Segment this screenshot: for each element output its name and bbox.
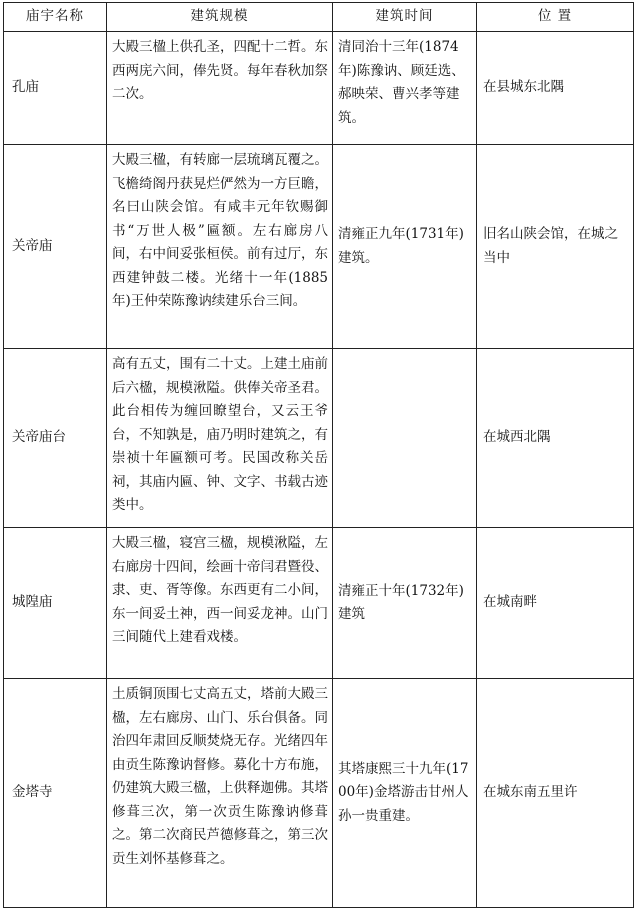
header-name: 庙宇名称 xyxy=(4,3,107,32)
temple-location: 在城西北隅 xyxy=(477,349,634,528)
temple-location: 旧名山陕会馆，在城之当中 xyxy=(477,145,634,349)
temple-name: 关帝庙 xyxy=(4,145,107,349)
temple-table xyxy=(3,2,634,908)
building-time: 清雍正十年(1732年)建筑 xyxy=(333,528,477,679)
temple-name: 城隍庙 xyxy=(4,528,107,679)
building-scale: 土质铜顶围七丈高五丈，塔前大殿三楹，左右廊房、山门、乐台俱备。同治四年肃回反顺焚烧无存。光绪四年由贡生陈豫讷督修。募化十方布施，仍建筑大殿三楹，上供释迦佛。其塔修葺三次，第一次贡生陈豫讷修葺之。第二次商民芦德修葺之，第三次贡生刘怀基修葺之。 xyxy=(107,679,333,908)
temple-name: 金塔寺 xyxy=(4,679,107,908)
building-time xyxy=(333,349,477,528)
table-row xyxy=(4,679,634,908)
table-row xyxy=(4,349,634,528)
temple-location: 在城东南五里许 xyxy=(477,679,634,908)
temple-location: 在城南畔 xyxy=(477,528,634,679)
header-location: 位 置 xyxy=(477,3,634,32)
header-scale: 建筑规模 xyxy=(107,3,333,32)
header-time: 建筑时间 xyxy=(333,3,477,32)
building-scale: 高有五丈，围有二十丈。上建土庙前后六楹，规模湫隘。供俸关帝圣君。此台相传为缠回瞭望台，又云王爷台，不知孰是，庙乃明时建筑之，有崇祯十年匾额可考。民国改称关岳祠，其庙内匾、钟、文字、书载古迹类中。 xyxy=(107,349,333,528)
table-row xyxy=(4,32,634,145)
temple-name: 关帝庙台 xyxy=(4,349,107,528)
building-time: 清同治十三年(1874年)陈豫讷、顾廷选、郝映荣、曹兴孝等建筑。 xyxy=(333,32,477,145)
building-scale: 大殿三楹上供孔圣，四配十二哲。东西两庑六间，俸先贤。每年春秋加祭二次。 xyxy=(107,32,333,145)
building-time: 其塔康熙三十九年(1700年)金塔游击甘州人孙一贵重建。 xyxy=(333,679,477,908)
table-row xyxy=(4,528,634,679)
building-scale: 大殿三楹，有转廊一层琉璃瓦覆之。飞檐绮阁丹获晃烂俨然为一方巨瞻，名曰山陕会馆。有咸丰元年钦赐御书“万世人极”匾额。左右廊房八间，右中间妥张桓侯。前有过厅，东西建钟鼓二楼。光绪十一年(1885年)王仲荣陈豫讷续建乐台三间。 xyxy=(107,145,333,349)
temple-name: 孔庙 xyxy=(4,32,107,145)
building-time: 清雍正九年(1731年)建筑。 xyxy=(333,145,477,349)
header-row xyxy=(4,3,634,32)
table-row xyxy=(4,145,634,349)
temple-location: 在县城东北隅 xyxy=(477,32,634,145)
building-scale: 大殿三楹，寝宫三楹，规模湫隘，左右廊房十四间，绘画十帝闫君暨役、隶、吏、胥等像。东西更有二小间，东一间妥土神，西一间妥龙神。山门三间随代上建看戏楼。 xyxy=(107,528,333,679)
